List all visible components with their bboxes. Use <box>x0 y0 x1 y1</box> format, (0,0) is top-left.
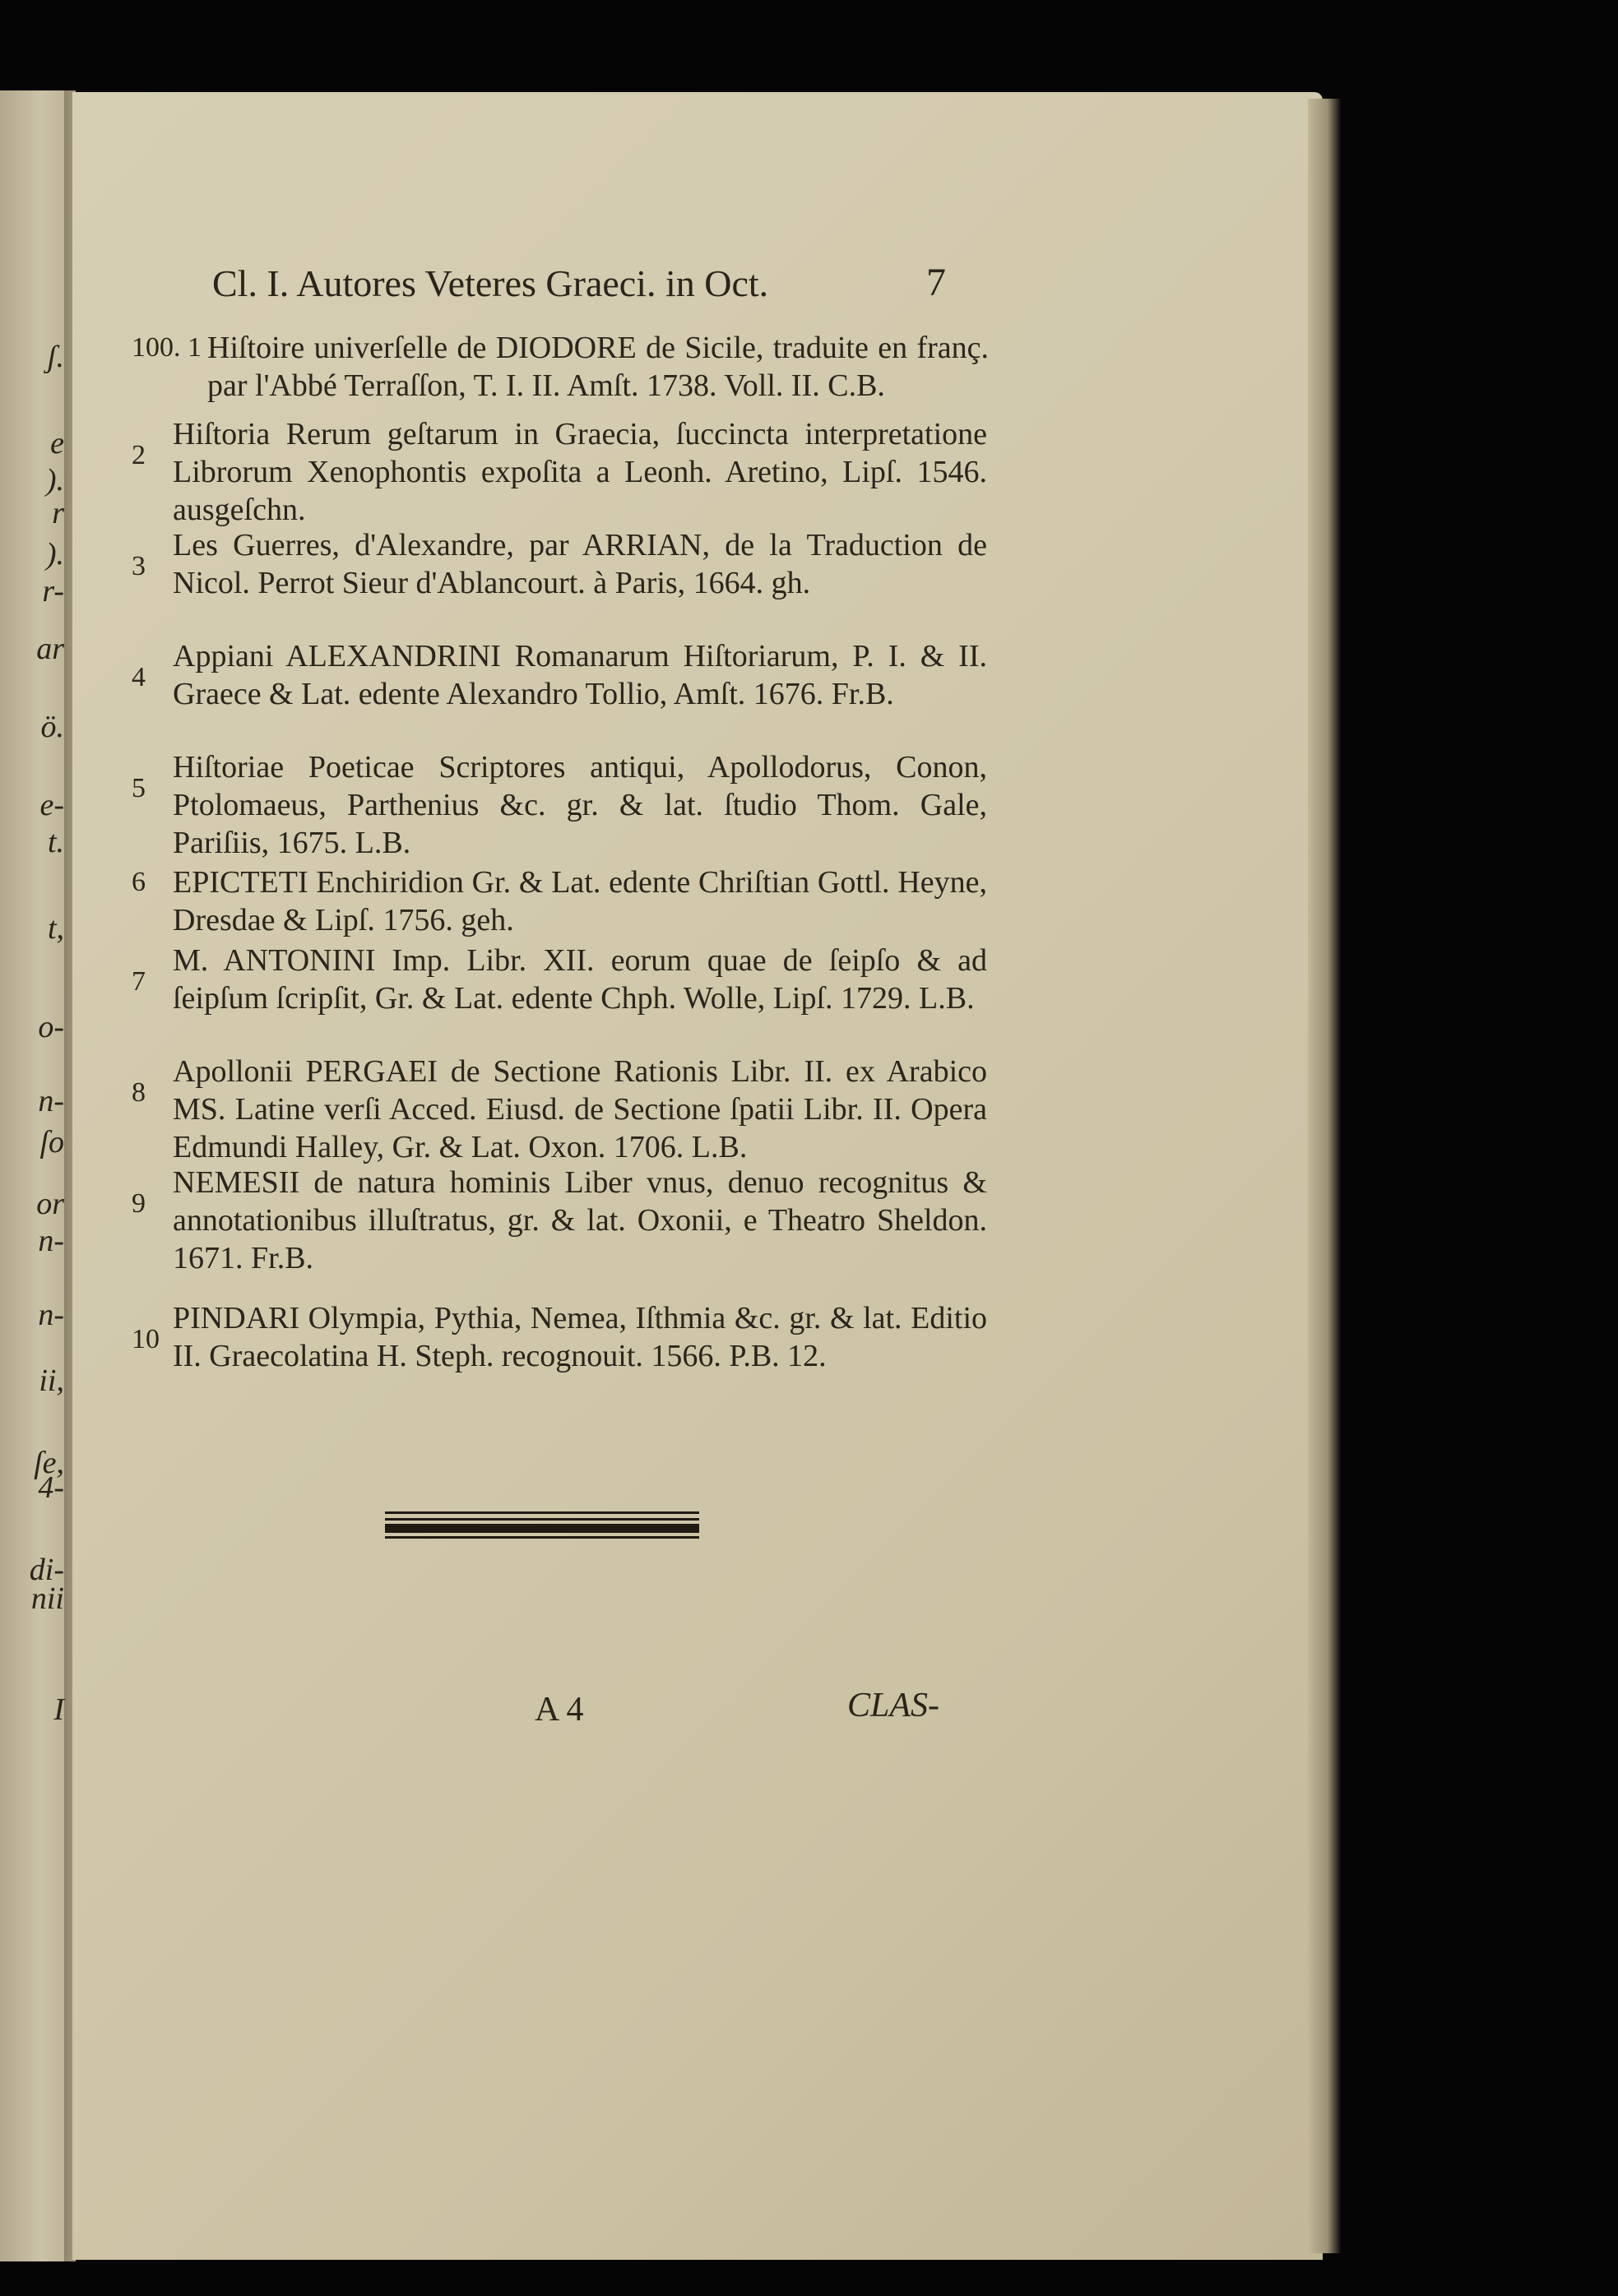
margin-fragment: 4- <box>38 1470 64 1505</box>
page-number: 7 <box>926 261 946 304</box>
entry-number: 100. 1 <box>132 332 202 363</box>
catalogue-entry <box>132 942 987 1017</box>
margin-fragment: n- <box>38 1298 64 1332</box>
margin-fragment: ʃ. <box>47 340 64 374</box>
margin-fragment: ). <box>45 537 64 572</box>
entry-number: 10 <box>132 1324 160 1354</box>
margin-fragment: t, <box>47 911 64 946</box>
entry-text: EPICTETI Enchiridion Gr. & Lat. edente Chriſtian Gottl. Heyne, Dresdae & Lipſ. 1756. geh. <box>173 865 987 937</box>
entry-number: 6 <box>132 867 146 897</box>
entry-number: 2 <box>132 440 146 470</box>
entry-number: 4 <box>132 662 146 692</box>
page-shadow-edge <box>1308 99 1341 2253</box>
catalogue-entry <box>132 637 987 713</box>
running-head: Cl. I. Autores Veteres Graeci. in Oct. <box>212 262 769 304</box>
signature-mark: A 4 <box>535 1691 584 1729</box>
margin-fragment: ii, <box>39 1363 64 1398</box>
catalogue-entry <box>132 329 987 405</box>
entry-text: Les Guerres, d'Alexandre, par ARRIAN, de la Traduction de Nicol. Perrot Sieur d'Ablancourt. à Paris, 1664. gh. <box>173 528 987 600</box>
margin-fragment: n- <box>38 1224 64 1258</box>
previous-page-edge <box>0 90 69 2261</box>
entry-number: 5 <box>132 773 146 803</box>
catalogue-entry <box>132 1164 987 1277</box>
margin-fragment: or <box>36 1187 64 1221</box>
entry-text: PINDARI Olympia, Pythia, Nemea, Iſthmia &c. gr. & lat. Editio II. Graecolatina H. Steph. recognouit. 1566. P.B. 12. <box>173 1301 987 1373</box>
entry-number: 8 <box>132 1077 146 1108</box>
catalogue-entry <box>132 526 987 602</box>
margin-fragment: ar <box>36 632 64 666</box>
closing-rule-ornament <box>385 1511 699 1539</box>
entry-text: Hiſtoria Rerum geſtarum in Graecia, ſuccincta interpretatione Librorum Xenophontis expoſita a Leonh. Aretino, Lipſ. 1546. ausgeſchn. <box>173 417 987 527</box>
entry-text: Apollonii PERGAEI de Sectione Rationis Libr. II. ex Arabico MS. Latine verſi Acced. Eiusd. de Sectione ſpatii Libr. II. Opera Edmundi Halley, Gr. & Lat. Oxon. 1706. L.B. <box>173 1054 987 1164</box>
margin-fragment: nii <box>30 1581 64 1616</box>
margin-fragment: e <box>50 426 64 461</box>
entry-text: Appiani ALEXANDRINI Romanarum Hiſtoriarum, P. I. & II. Graece & Lat. edente Alexandro Tollio, Amſt. 1676. Fr.B. <box>173 639 987 711</box>
catalogue-entry <box>132 863 987 939</box>
margin-fragment: r- <box>42 574 64 609</box>
catalogue-entry <box>132 748 987 862</box>
entry-text: Hiſtoriae Poeticae Scriptores antiqui, Apollodorus, Conon, Ptolomaeus, Parthenius &c. gr. & lat. ſtudio Thom. Gale, Pariſiis, 1675. L.B. <box>173 750 987 860</box>
entry-text: Hiſtoire univerſelle de DIODORE de Sicile, traduite en franç. par l'Abbé Terraſſon, T. I. II. Amſt. 1738. Voll. II. C.B. <box>207 331 989 403</box>
margin-fragment: o- <box>38 1010 64 1044</box>
margin-fragment: di- <box>29 1553 64 1587</box>
margin-fragment: ſo <box>39 1125 64 1160</box>
margin-fragment: t. <box>47 825 64 859</box>
catalogue-entry <box>132 1299 987 1375</box>
entry-text: NEMESII de natura hominis Liber vnus, denuo recognitus & annotationibus illuſtratus, gr. & lat. Oxonii, e Theatro Sheldon. 1671. Fr.B. <box>173 1165 987 1275</box>
catalogue-entry <box>132 1053 987 1166</box>
margin-fragment: ſe, <box>34 1446 64 1480</box>
margin-fragment: n- <box>38 1084 64 1118</box>
catchword: CLAS- <box>847 1687 940 1724</box>
entry-number: 9 <box>132 1188 146 1219</box>
margin-fragment: I <box>53 1692 64 1727</box>
margin-fragment: ). <box>45 463 64 498</box>
entry-number: 7 <box>132 966 146 997</box>
entry-text: M. ANTONINI Imp. Libr. XII. eorum quae de ſeipſo & ad ſeipſum ſcripſit, Gr. & Lat. edente Chph. Wolle, Lipſ. 1729. L.B. <box>173 943 987 1016</box>
margin-fragment: e- <box>39 788 64 822</box>
margin-fragment: r <box>52 496 64 530</box>
catalogue-entry <box>132 415 987 529</box>
entry-number: 3 <box>132 551 146 581</box>
margin-fragment: ö. <box>40 710 64 744</box>
